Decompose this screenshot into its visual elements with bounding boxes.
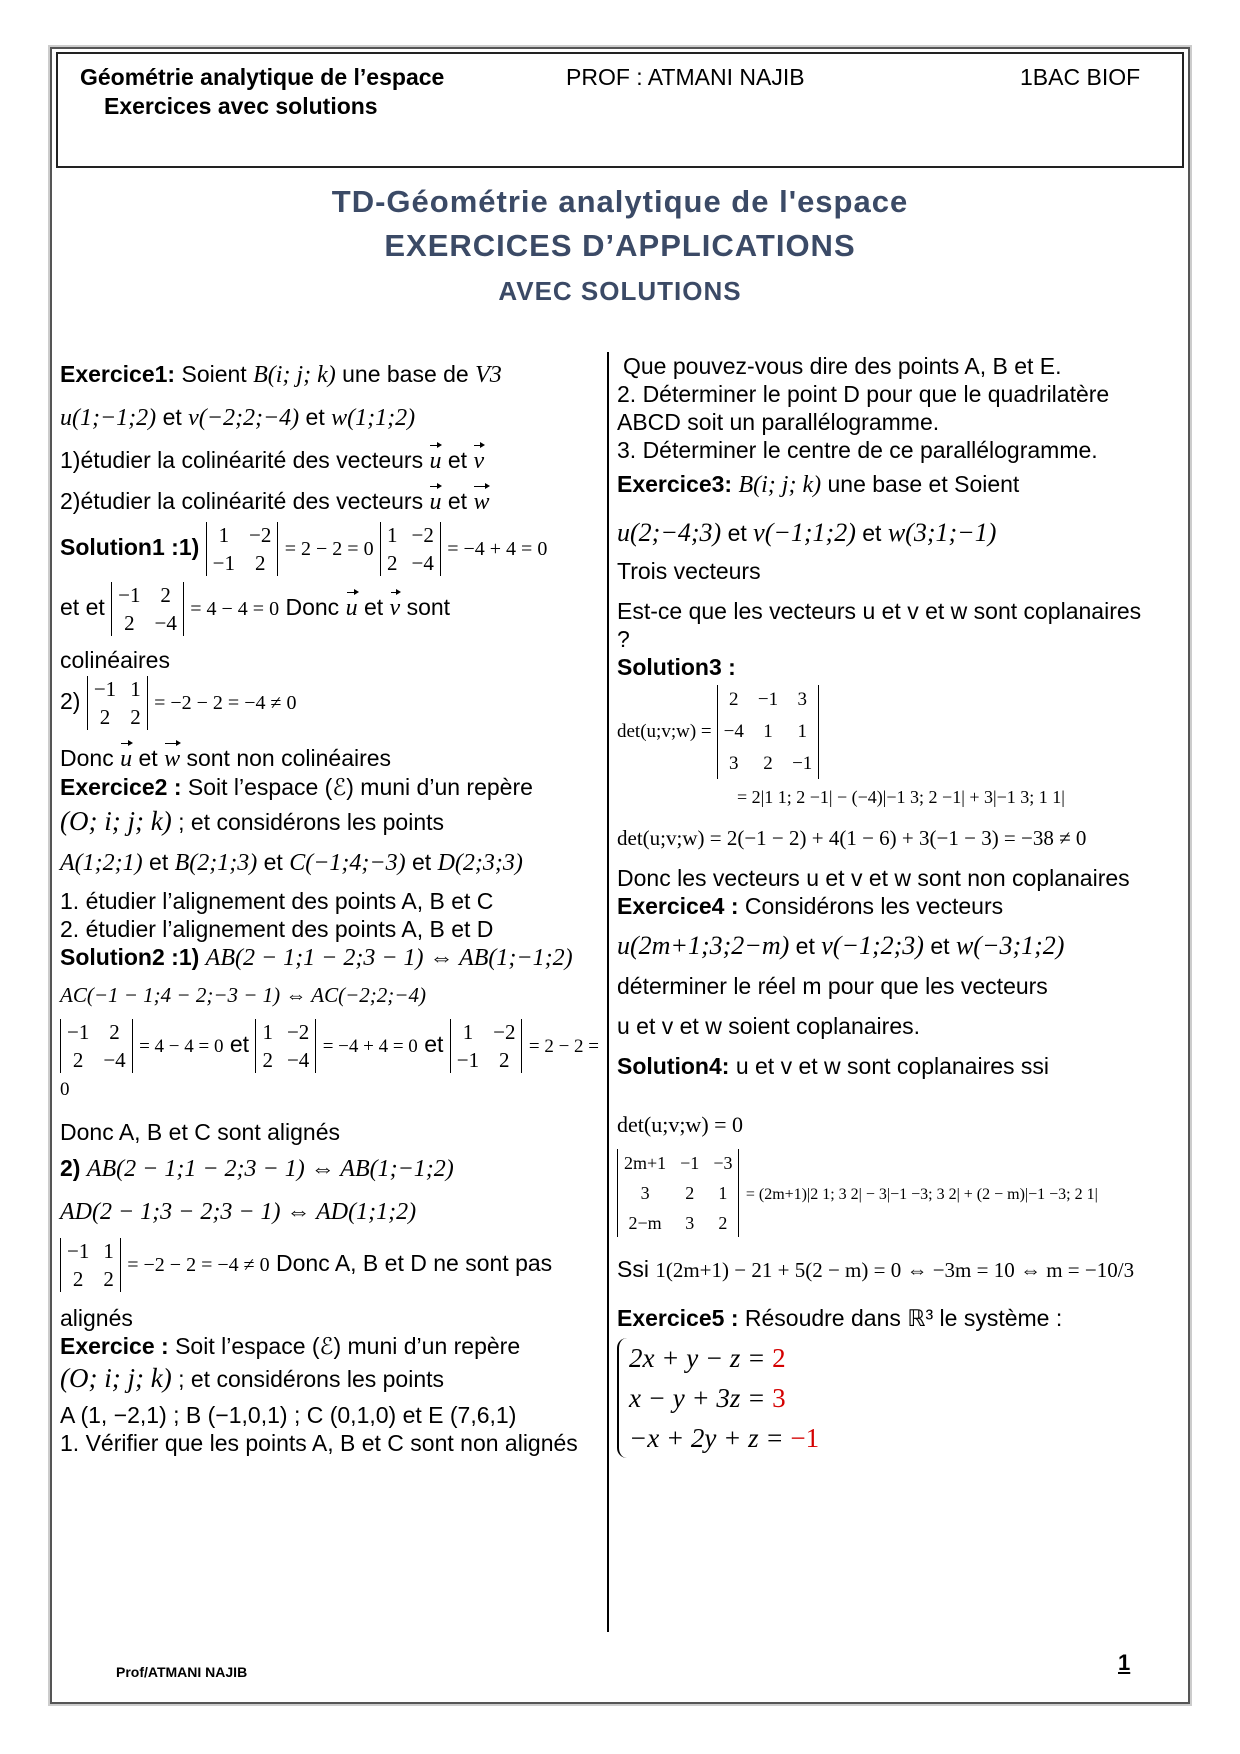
ex2-C: C(−1;4;−3) xyxy=(289,850,406,876)
exx-repere xyxy=(60,1364,600,1393)
sol1-det1 xyxy=(206,522,279,576)
d: 1 xyxy=(462,1020,474,1044)
page-title-2: EXERCICES D’APPLICATIONS xyxy=(384,228,856,263)
sol1-p2: 2) xyxy=(60,688,81,715)
sol2-det3 xyxy=(450,1019,523,1073)
sol1-label: Solution1 :1) xyxy=(60,534,200,561)
d: 3 xyxy=(797,689,807,710)
d: −4 xyxy=(723,721,744,742)
sol3-label: Solution3 : xyxy=(617,654,736,680)
eq3-lhs: −x + 2y + z = xyxy=(629,1423,784,1453)
exx-q3: 3. Déterminer le centre de ce parallélogramme. xyxy=(617,437,1098,463)
ex3-et-2: et xyxy=(862,520,882,546)
sol4-ssi: Ssi xyxy=(617,1256,649,1282)
ex4-intro: Considérons les vecteurs xyxy=(744,893,1004,919)
ex3-u: u(2;−4;3) xyxy=(617,518,722,547)
right-column xyxy=(617,352,1157,1458)
exx-intro: Soit l’espace (ℰ) muni d’un repère xyxy=(175,1333,521,1359)
exx-q2: 2. Déterminer le point D pour que le quadrilatère ABCD soit un parallélogramme. xyxy=(617,381,1110,435)
ex2-q2: 2. étudier l’alignement des points A, B et D xyxy=(60,916,494,942)
ex1-et-2: et xyxy=(305,404,325,430)
sol2-alignes: alignés xyxy=(60,1305,133,1331)
ex2-D: D(2;3;3) xyxy=(437,850,523,876)
sol2-et: et xyxy=(229,1031,250,1058)
ex1-u: u(1;−1;2) xyxy=(60,405,157,431)
d: 1 xyxy=(386,523,398,547)
d: 3 xyxy=(640,1183,650,1203)
sol2-det2-val: = −4 + 4 = 0 xyxy=(322,1036,418,1058)
d: −1 xyxy=(212,551,236,575)
ex5-statement xyxy=(617,1304,1157,1332)
sol2-det4 xyxy=(60,1238,121,1292)
ex1-vectors xyxy=(60,403,600,432)
sol2-dets xyxy=(60,1019,600,1104)
ex1-base: B(i; j; k) xyxy=(253,362,336,388)
ex3-w: w(3;1;−1) xyxy=(887,518,997,547)
d: 2 xyxy=(160,583,171,607)
exx-q1: 1. Vérifier que les points A, B et C sont non alignés xyxy=(60,1430,578,1456)
sol1-sont: sont xyxy=(406,594,451,621)
sol2-det1-val: = 4 − 4 = 0 xyxy=(139,1036,224,1058)
sol3-expansion xyxy=(737,781,1157,811)
ex4-u: u(2m+1;3;2−m) xyxy=(617,931,790,960)
ex2-statement xyxy=(60,773,600,801)
exx-label: Exercice : xyxy=(60,1333,169,1359)
sol2-det4-val: = −2 − 2 = −4 ≠ 0 xyxy=(127,1254,270,1277)
ex1-q1-v: v xyxy=(473,448,485,474)
sol4-label: Solution4: xyxy=(617,1053,730,1079)
ex4-w: w(−3;1;2) xyxy=(955,931,1065,960)
d: −3 xyxy=(713,1153,733,1173)
d: 2 xyxy=(262,1048,273,1072)
sol2-ad-line xyxy=(60,1197,600,1226)
d: −2 xyxy=(286,1020,310,1044)
sol2-concl2: Donc A, B et D ne sont pas xyxy=(276,1250,553,1277)
eq1-lhs: 2x + y − z = xyxy=(629,1343,766,1373)
ex1-statement xyxy=(60,360,600,389)
level: 1BAC BIOF xyxy=(1020,64,1141,90)
ex5-eq1 xyxy=(629,1338,819,1378)
ex1-v: v(−2;2;−4) xyxy=(188,405,300,431)
sol2-ad: AD(2 − 1;3 − 2;3 − 1) ⇔ AD(1;1;2) xyxy=(60,1199,417,1225)
ex1-q1 xyxy=(60,446,600,475)
column-divider xyxy=(607,352,609,1632)
d: 2 xyxy=(72,1267,84,1291)
sol1-u: u xyxy=(345,595,358,622)
d: −1 xyxy=(67,1239,90,1263)
ex5-text: Résoudre dans ℝ³ le système : xyxy=(744,1305,1063,1331)
d: 2 xyxy=(718,1213,728,1233)
sol2-label: Solution2 :1) xyxy=(60,944,200,970)
sol3-result-text: det(u;v;w) = 2(−1 − 2) + 4(1 − 6) + 3(−1 − 3) = −38 ≠ 0 xyxy=(617,826,1087,850)
ex2-repere xyxy=(60,807,600,836)
ex5-eq2 xyxy=(629,1378,819,1418)
ex1-q2-w: w xyxy=(473,489,490,515)
sol1-concl-u: u xyxy=(120,746,133,772)
sol1-det3-val: = 4 − 4 = 0 xyxy=(190,598,280,621)
sol2-et-2: et xyxy=(424,1031,444,1058)
d: −4 xyxy=(154,611,177,635)
sol1-part2 xyxy=(60,676,600,730)
d: −1 xyxy=(93,677,117,701)
ex3-v: v(−1;1;2) xyxy=(753,518,856,547)
ex3-label: Exercice3: xyxy=(617,471,733,497)
sol1-concl-et: et xyxy=(138,745,158,771)
d: −1 xyxy=(757,689,779,710)
d: −4 xyxy=(286,1048,310,1072)
ex1-base-text: une base de xyxy=(342,361,469,387)
left-column xyxy=(60,352,600,1457)
d: 2m+1 xyxy=(624,1153,667,1173)
ex5-brace xyxy=(617,1338,819,1458)
ex2-repere-math: (O; i; j; k) xyxy=(60,806,172,836)
d: −1 xyxy=(792,753,813,774)
ex5-label: Exercice5 : xyxy=(617,1305,739,1331)
ex3-statement xyxy=(617,470,1157,499)
sol2-ab: AB(2 − 1;1 − 2;3 − 1) ⇔ AB(1;−1;2) xyxy=(205,945,573,971)
ex1-intro: Soient xyxy=(181,361,247,387)
sol1-concl-text: sont non colinéaires xyxy=(186,745,392,771)
exx-points-text: ; et considérons les points xyxy=(178,1366,445,1392)
d: −2 xyxy=(249,523,272,547)
d: 2 xyxy=(124,611,135,635)
d: 2 xyxy=(130,705,141,729)
exx-statement xyxy=(60,1332,600,1360)
sol1-line1 xyxy=(60,522,600,576)
teacher-name: PROF : ATMANI NAJIB xyxy=(566,64,805,90)
sol2-ac: AC(−1 − 1;4 − 2;−3 − 1) ⇔ AC(−2;2;−4) xyxy=(60,983,426,1007)
d: −2 xyxy=(411,523,434,547)
sol1-det4 xyxy=(87,676,148,730)
eq1-rhs: 2 xyxy=(772,1343,786,1373)
d: −2 xyxy=(493,1020,516,1044)
ex5-system xyxy=(617,1338,1157,1458)
sol1-colineaires: colinéaires xyxy=(60,647,170,673)
ex4-et-2: et xyxy=(930,933,950,959)
sol3-det-label: det(u;v;w) = xyxy=(617,720,712,742)
ex2-et-3: et xyxy=(411,849,432,875)
d: −1 xyxy=(118,583,141,607)
sol1-donc: Donc xyxy=(285,594,340,621)
sol2-ab2: AB(2 − 1;1 − 2;3 − 1) ⇔ AB(1;−1;2) xyxy=(86,1156,454,1182)
sol4-cond-text: det(u;v;w) = 0 xyxy=(617,1112,744,1137)
d: 3 xyxy=(685,1213,695,1233)
sol1-det2-val: = −4 + 4 = 0 xyxy=(447,538,548,561)
sol3-matrix xyxy=(717,685,820,779)
d: 1 xyxy=(797,721,807,742)
exx-repere-math: (O; i; j; k) xyxy=(60,1363,172,1393)
sol2-det2 xyxy=(255,1019,316,1073)
sol1-et-et: et et xyxy=(60,594,105,621)
sol1-line2 xyxy=(60,582,600,636)
ex4-label: Exercice4 : xyxy=(617,893,739,919)
ex3-trois: Trois vecteurs xyxy=(617,558,761,584)
ex3-base: B(i; j; k) xyxy=(738,472,822,498)
sol1-concl-w: w xyxy=(164,746,181,772)
sol1-det3 xyxy=(111,582,184,636)
sol2-det1 xyxy=(60,1019,133,1073)
ex4-vectors xyxy=(617,932,1157,960)
ex1-q2 xyxy=(60,487,600,516)
eq3-rhs: −1 xyxy=(790,1423,820,1453)
ex1-q1-et: et xyxy=(447,447,468,473)
d: 2 xyxy=(729,689,739,710)
sol2-part2 xyxy=(60,1154,600,1183)
page-number: 1 xyxy=(1118,1650,1131,1675)
sol1-et: et xyxy=(363,594,384,621)
sol2-det3-val: = 2 − 2 = 0 xyxy=(60,1036,600,1100)
sol1-det4-val: = −2 − 2 = −4 ≠ 0 xyxy=(154,692,297,715)
sol4-eq-text: 1(2m+1) − 21 + 5(2 − m) = 0 ⇔ −3m = 10 ⇔ m = −10/3 xyxy=(655,1258,1135,1282)
sol3-expansion-text: = 2|1 1; 2 −1| − (−4)|−1 3; 2 −1| + 3|−1 3; 1 1| xyxy=(737,787,1065,807)
sol2-p2: 2) xyxy=(60,1155,81,1181)
sol4-cond xyxy=(617,1110,1157,1139)
d: 2 xyxy=(103,1267,114,1291)
ex1-q1-text: 1)étudier la colinéarité des vecteurs xyxy=(60,447,424,473)
ex5-eq3 xyxy=(629,1418,819,1458)
d: 2 xyxy=(763,753,773,774)
d: −1 xyxy=(67,1020,90,1044)
ex4-statement xyxy=(617,892,1157,920)
eq2-rhs: 3 xyxy=(772,1383,786,1413)
sol1-det1-val: = 2 − 2 = 0 xyxy=(284,538,374,561)
ex1-q2-text: 2)étudier la colinéarité des vecteurs xyxy=(60,488,424,514)
sol4-line xyxy=(617,1052,1157,1080)
sol4-eq xyxy=(617,1255,1157,1284)
sol1-det2 xyxy=(380,522,441,576)
ex4-question: déterminer le réel m pour que les vecteurs xyxy=(617,973,1048,999)
sol4-text: u et v et w sont coplanaires ssi xyxy=(735,1053,1050,1079)
ex2-A: A(1;2;1) xyxy=(60,850,143,876)
sol1-concl xyxy=(60,744,600,773)
sol4-det xyxy=(617,1149,1157,1237)
sol3-det xyxy=(617,685,1157,779)
course-title: Géométrie analytique de l’espace xyxy=(80,64,445,90)
ex2-q1: 1. étudier l’alignement des points A, B et C xyxy=(60,888,494,914)
sol3-concl: Donc les vecteurs u et v et w sont non coplanaires xyxy=(617,865,1130,891)
ex3-vectors xyxy=(617,519,1157,547)
ex1-q1-u: u xyxy=(429,448,442,474)
sol3-result xyxy=(617,823,1157,852)
ex3-et: et xyxy=(727,520,747,546)
ex1-q2-et: et xyxy=(447,488,468,514)
sol4-matrix xyxy=(617,1149,739,1237)
d: 1 xyxy=(763,721,773,742)
ex2-points xyxy=(60,848,600,877)
exx-points: A (1, −2,1) ; B (−1,0,1) ; C (0,1,0) et E (7,6,1) xyxy=(60,1402,517,1428)
course-subtitle: Exercices avec solutions xyxy=(104,93,378,119)
d: 1 xyxy=(262,1020,273,1044)
ex4-et: et xyxy=(795,933,815,959)
ex1-label: Exercice1: xyxy=(60,361,176,387)
sol2-concl1: Donc A, B et C sont alignés xyxy=(60,1119,340,1145)
ex4-v: v(−1;2;3) xyxy=(821,931,924,960)
ex2-intro: Soit l’espace (ℰ) muni d’un repère xyxy=(187,774,533,800)
d: 1 xyxy=(130,677,141,701)
exx-q1b: Que pouvez-vous dire des points A, B et E. xyxy=(623,353,1062,379)
ex2-points-text: ; et considérons les points xyxy=(178,809,445,835)
ex1-space: V3 xyxy=(475,362,502,388)
d: 2 xyxy=(499,1048,510,1072)
d: −4 xyxy=(411,551,434,575)
ex1-et: et xyxy=(162,404,182,430)
d: 1 xyxy=(718,1183,728,1203)
d: 1 xyxy=(103,1239,114,1263)
ex2-B: B(2;1;3) xyxy=(174,850,258,876)
d: 1 xyxy=(218,523,230,547)
d: 2 xyxy=(109,1020,120,1044)
ex4-question2: u et v et w soient coplanaires. xyxy=(617,1013,920,1039)
d: 2 xyxy=(386,551,398,575)
d: 2 xyxy=(254,551,266,575)
sol2-ac-line xyxy=(60,980,600,1009)
ex2-label: Exercice2 : xyxy=(60,774,182,800)
d: −1 xyxy=(680,1153,700,1173)
ex1-w: w(1;1;2) xyxy=(331,405,416,431)
ex3-question: Est-ce que les vecteurs u et v et w sont coplanaires ? xyxy=(617,598,1142,652)
d: 2 xyxy=(685,1183,695,1203)
d: 2−m xyxy=(628,1213,662,1233)
ex1-q2-u: u xyxy=(429,489,442,515)
page-title-3: AVEC SOLUTIONS xyxy=(498,276,742,306)
sol2-line1 xyxy=(60,943,600,972)
sol4-expansion: = (2m+1)|2 1; 3 2| − 3|−1 −3; 3 2| + (2 − m)|−1 −3; 2 1| xyxy=(745,1186,1098,1204)
sol1-concl-donc: Donc xyxy=(60,745,114,771)
sol1-v: v xyxy=(389,595,401,622)
eq2-lhs: x − y + 3z = xyxy=(629,1383,766,1413)
d: 2 xyxy=(72,1048,84,1072)
d: 2 xyxy=(99,705,111,729)
ex2-et: et xyxy=(149,849,169,875)
ex2-et-2: et xyxy=(263,849,283,875)
sol2-det4-line xyxy=(60,1238,600,1292)
ex3-base-text: une base et Soient xyxy=(827,471,1020,497)
d: −4 xyxy=(103,1048,126,1072)
d: 3 xyxy=(729,753,739,774)
page-title: TD-Géométrie analytique de l'espace xyxy=(331,184,909,219)
footer-author: Prof/ATMANI NAJIB xyxy=(116,1664,248,1680)
d: −1 xyxy=(456,1048,480,1072)
